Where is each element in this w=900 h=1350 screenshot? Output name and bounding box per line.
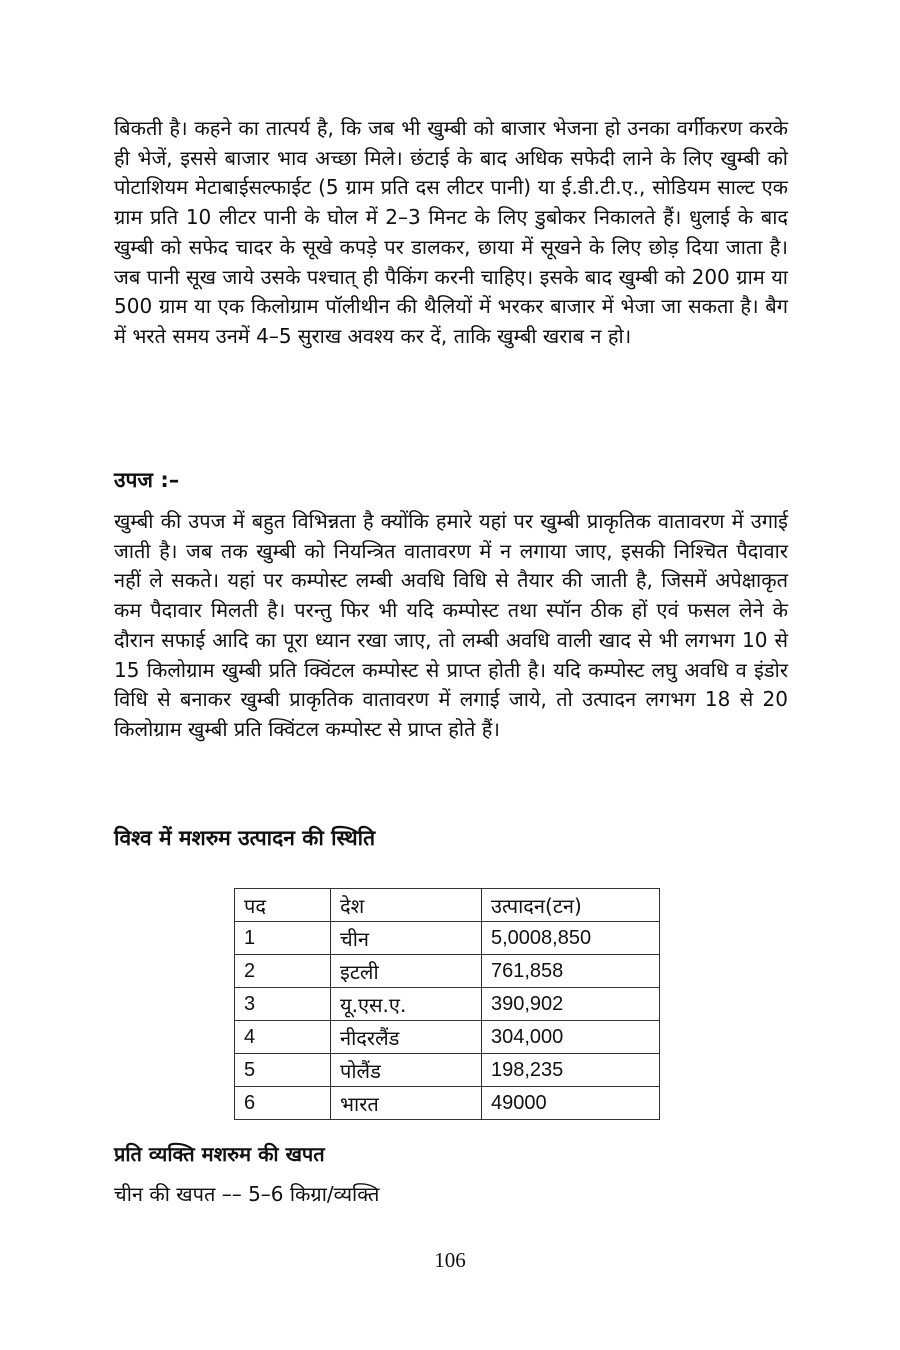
cell-production: 49000 (482, 1087, 660, 1120)
cell-production: 761,858 (482, 955, 660, 988)
heading-world-production: विश्व में मशरुम उत्पादन की स्थिति (114, 826, 376, 850)
cell-country: पोलैंड (331, 1054, 482, 1087)
paragraph-yield: खुम्बी की उपज में बहुत विभिन्नता है क्योंकि हमारे यहां पर खुम्बी प्राकृतिक वातावरण में उगाई जाती है। जब तक खुम्बी को नियन्त्रित वातावरण में न लगाया जाए, इसकी निश्चित पैदावार नहीं ले सकते। यहां पर कम्पोस्ट लम्बी अवधि विधि से तैयार की जाती है, जिसमें अपेक्षाकृत कम पैदावार मिलती है। परन्तु फिर भी यदि कम्पोस्ट तथा स्पॉन ठीक हों एवं फसल लेने के दौरान सफाई आदि का पूरा ध्यान रखा जाए, तो लम्बी अवधि वाली खाद से भी लगभग 10 से 15 किलोग्राम खुम्बी प्रति क्विंटल कम्पोस्ट से प्राप्त होती है। यदि कम्पोस्ट लघु अवधि व इंडोर विधि से बनाकर खुम्बी प्राकृतिक वातावरण में लगाई जाये, तो उत्पादन लगभग 18 से 20 किलोग्राम खुम्बी प्रति क्विंटल कम्पोस्ट से प्राप्त होते हैं। (114, 509, 788, 741)
cell-country: इटली (331, 955, 482, 988)
cell-production: 198,235 (482, 1054, 660, 1087)
table-row (235, 922, 660, 955)
cell-rank: 2 (235, 955, 331, 988)
table-row (235, 988, 660, 1021)
header-rank: पद (235, 889, 331, 922)
cell-rank: 3 (235, 988, 331, 1021)
consumption-line: चीन की खपत –– 5–6 किग्रा/व्यक्ति (114, 1182, 380, 1206)
cell-production: 304,000 (482, 1021, 660, 1054)
cell-country: भारत (331, 1087, 482, 1120)
cell-country: यू.एस.ए. (331, 988, 482, 1021)
cell-production: 390,902 (482, 988, 660, 1021)
cell-rank: 6 (235, 1087, 331, 1120)
cell-rank: 1 (235, 922, 331, 955)
paragraph-packing: बिकती है। कहने का तात्पर्य है, कि जब भी खुम्बी को बाजार भेजना हो उनका वर्गीकरण करके ही भेजें, इससे बाजार भाव अच्छा मिले। छंटाई के बाद अधिक सफेदी लाने के लिए खुम्बी को पोटाशियम मेटाबाईसल्फाईट (5 ग्राम प्रति दस लीटर पानी) या ई.डी.टी.ए., सोडियम साल्ट एक ग्राम प्रति 10 लीटर पानी के घोल में 2–3 मिनट के लिए डुबोकर निकालते हैं। धुलाई के बाद खुम्बी को सफेद चादर के सूखे कपड़े पर डालकर, छाया में सूखने के लिए छोड़ दिया जाता है। जब पानी सूख जाये उसके पश्चात् ही पैकिंग करनी चाहिए। इसके बाद खुम्बी को 200 ग्राम या 500 ग्राम या एक किलोग्राम पॉलीथीन की थैलियों में भरकर बाजार में भेजा जा सकता है। बैग में भरते समय उनमें 4–5 सुराख अवश्य कर दें, ताकि खुम्बी खराब न हो। (114, 116, 788, 348)
cell-production: 5,0008,850 (482, 922, 660, 955)
heading-yield: उपज :– (114, 468, 180, 492)
page-number: 106 (434, 1248, 466, 1272)
table-row (235, 1021, 660, 1054)
cell-rank: 5 (235, 1054, 331, 1087)
production-table (234, 888, 660, 1120)
table-row (235, 1087, 660, 1120)
table-header-row (235, 889, 660, 922)
table-row (235, 955, 660, 988)
header-production: उत्पादन(टन) (482, 889, 660, 922)
header-country: देश (331, 889, 482, 922)
cell-country: नीदरलैंड (331, 1021, 482, 1054)
cell-country: चीन (331, 922, 482, 955)
heading-per-capita-consumption: प्रति व्यक्ति मशरुम की खपत (114, 1142, 325, 1166)
table-row (235, 1054, 660, 1087)
cell-rank: 4 (235, 1021, 331, 1054)
